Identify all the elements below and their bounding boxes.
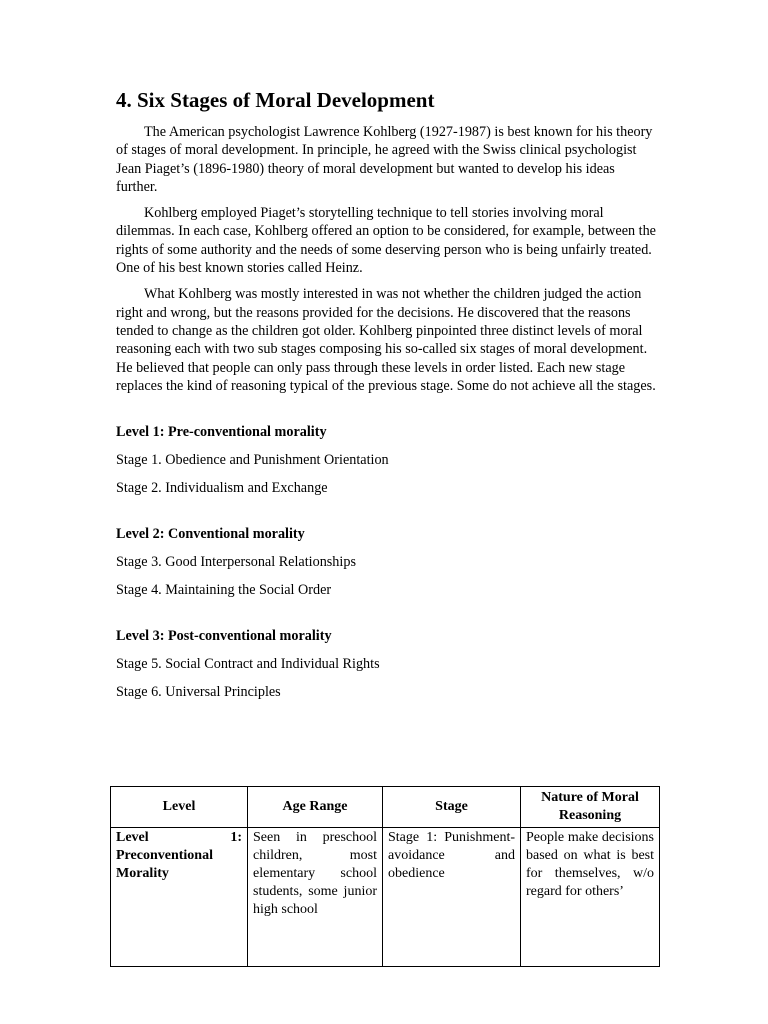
table-cell-level <box>111 828 248 967</box>
stage-item: Stage 2. Individualism and Exchange <box>116 480 328 497</box>
paragraph: The American psychologist Lawrence Kohlberg (1927-1987) is best known for his theory of stages of moral development. In principle, he agreed with the Swiss clinical psychologist Jean Piaget’s (1896-1980) theory of moral development but wanted to develop his ideas further. <box>116 124 653 195</box>
cell-text: Stage 1: Punishment-avoidance and obedience <box>388 830 515 881</box>
table-cell-stage <box>383 828 521 967</box>
cell-text: People make decisions based on what is best for themselves, w/o regard for others’ <box>526 830 654 899</box>
stage-item: Stage 5. Social Contract and Individual Rights <box>116 656 380 673</box>
cell-text: Seen in preschool children, most elementary school students, some junior high school <box>253 830 377 917</box>
paragraph: Kohlberg employed Piaget’s storytelling technique to tell stories involving moral dilemmas. In each case, Kohlberg offered an option to be considered, for example, between the rights of some authority and the needs of some deserving person who is being unfairly treated. One of his best known stories called Heinz. <box>116 205 656 277</box>
level-heading: Level 2: Conventional morality <box>116 526 305 543</box>
column-header: Age Range <box>248 787 383 828</box>
level-2-block <box>116 525 656 599</box>
cell-text: Level 1: Preconventional Morality <box>116 830 242 881</box>
document-page <box>116 86 656 711</box>
stage-item: Stage 1. Obedience and Punishment Orientation <box>116 452 389 469</box>
table-row <box>111 828 660 967</box>
paragraph: What Kohlberg was mostly interested in was not whether the children judged the action right and wrong, but the reasons provided for the decisions. He discovered that the reasons tended to change as the children got older. Kohlberg pinpointed three distinct levels of moral reasoning each with two sub stages composing his so-called six stages of moral development. He believed that people can only pass through these levels in order listed. Each new stage replaces the kind of reasoning typical of the previous stage. Some do not achieve all the stages. <box>116 286 656 394</box>
section-title: 4. Six Stages of Moral Development <box>116 88 435 112</box>
column-header: Level <box>111 787 248 828</box>
table-header-row <box>111 787 660 828</box>
level-heading: Level 1: Pre-conventional morality <box>116 424 327 441</box>
stage-item: Stage 4. Maintaining the Social Order <box>116 582 332 599</box>
level-3-block <box>116 627 656 701</box>
column-header: Stage <box>383 787 521 828</box>
level-1-block <box>116 423 656 497</box>
stage-item: Stage 6. Universal Principles <box>116 684 281 701</box>
table-cell-nature <box>521 828 660 967</box>
level-heading: Level 3: Post-conventional morality <box>116 628 332 645</box>
stage-item: Stage 3. Good Interpersonal Relationships <box>116 554 356 571</box>
table-cell-age-range <box>248 828 383 967</box>
moral-development-table <box>110 786 660 967</box>
column-header: Nature of Moral Reasoning <box>521 787 660 828</box>
